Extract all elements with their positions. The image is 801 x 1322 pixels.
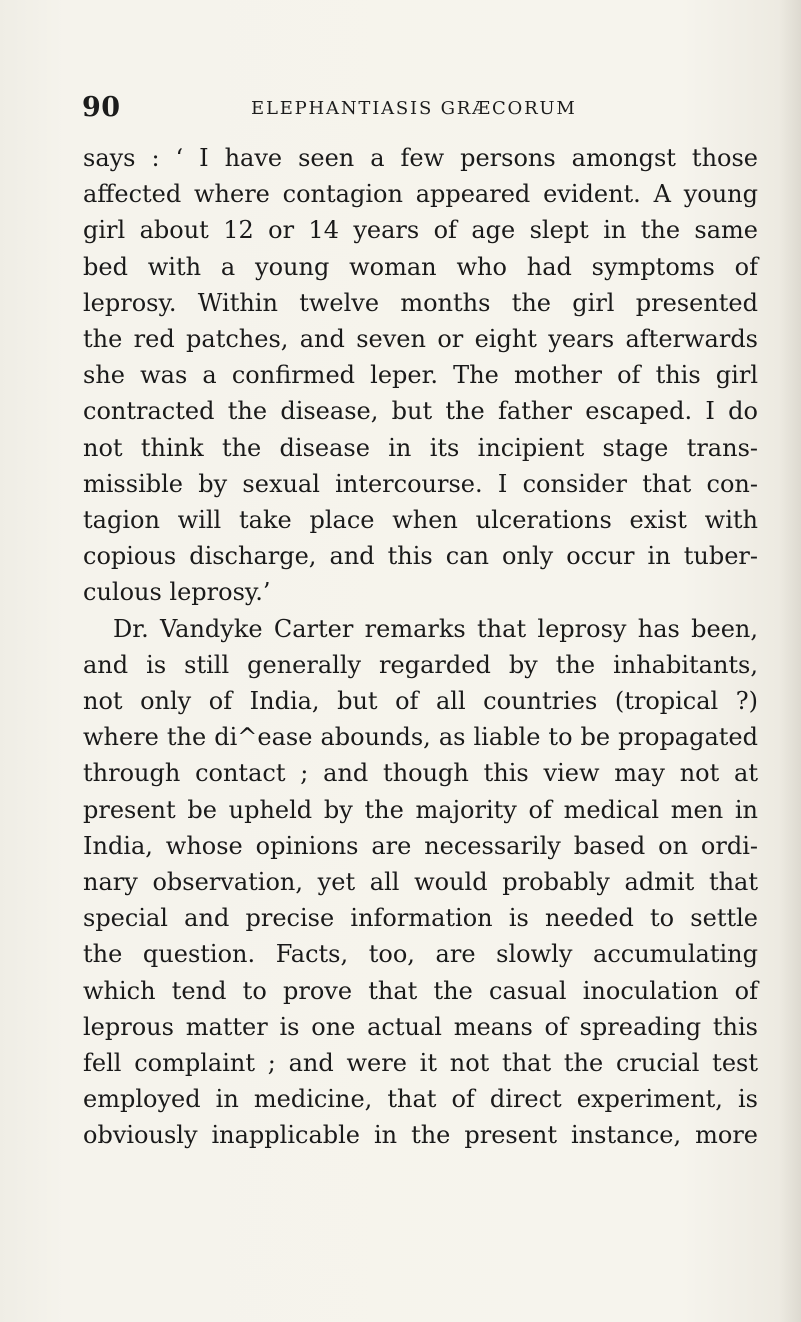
text-line: says : ‘ I have seen a few persons amongst those [83,144,758,172]
text-line: tagion will take place when ulcerations exist with [83,506,758,535]
text-line: obviously inapplicable in the present instance, more [83,1121,758,1150]
page-edge-shadow [779,0,801,1322]
running-title: ELEPHANTIASIS GRÆCORUM [251,98,577,119]
text-line: present be upheld by the majority of medical men in [83,795,758,824]
text-line: employed in medicine, that of direct experiment, is [83,1085,758,1114]
text-line: which tend to prove that the casual inoculation of [83,976,758,1005]
text-line: affected where contagion appeared evident. A young [83,180,758,209]
text-line: India, whose opinions are necessarily based on ordi- [83,831,758,860]
text-line: Dr. Vandyke Carter remarks that leprosy has been, [113,614,758,643]
text-line: copious discharge, and this can only occur in tuber- [83,542,758,571]
text-line: and is still generally regarded by the inhabitants, [83,650,758,679]
text-line: where the di^ease abounds, as liable to be propagated [83,723,758,752]
body-text [83,140,758,1154]
text-line: leprosy. Within twelve months the girl presented [83,288,758,317]
text-line: she was a confirmed leper. The mother of this girl [83,361,758,390]
text-line: nary observation, yet all would probably admit that [83,868,758,897]
page-number: 90 [82,92,121,123]
text-line: the question. Facts, too, are slowly accumulating [83,940,758,969]
text-line: not think the disease in its incipient stage trans- [83,433,758,462]
running-head [82,92,762,124]
text-line: leprous matter is one actual means of spreading this [83,1012,758,1041]
text-line: fell complaint ; and were it not that the crucial test [83,1049,758,1078]
text-line: contracted the disease, but the father escaped. I do [83,397,758,426]
text-line: bed with a young woman who had symptoms of [83,252,758,281]
text-line: girl about 12 or 14 years of age slept in the same [83,216,758,245]
text-line: not only of India, but of all countries (tropical ?) [83,687,758,716]
text-line: through contact ; and though this view may not at [83,759,758,788]
text-line: missible by sexual intercourse. I consider that con- [83,469,758,498]
text-line: special and precise information is needed to settle [83,904,758,933]
text-line: culous leprosy.’ [83,578,271,607]
text-line: the red patches, and seven or eight years afterwards [83,325,758,354]
